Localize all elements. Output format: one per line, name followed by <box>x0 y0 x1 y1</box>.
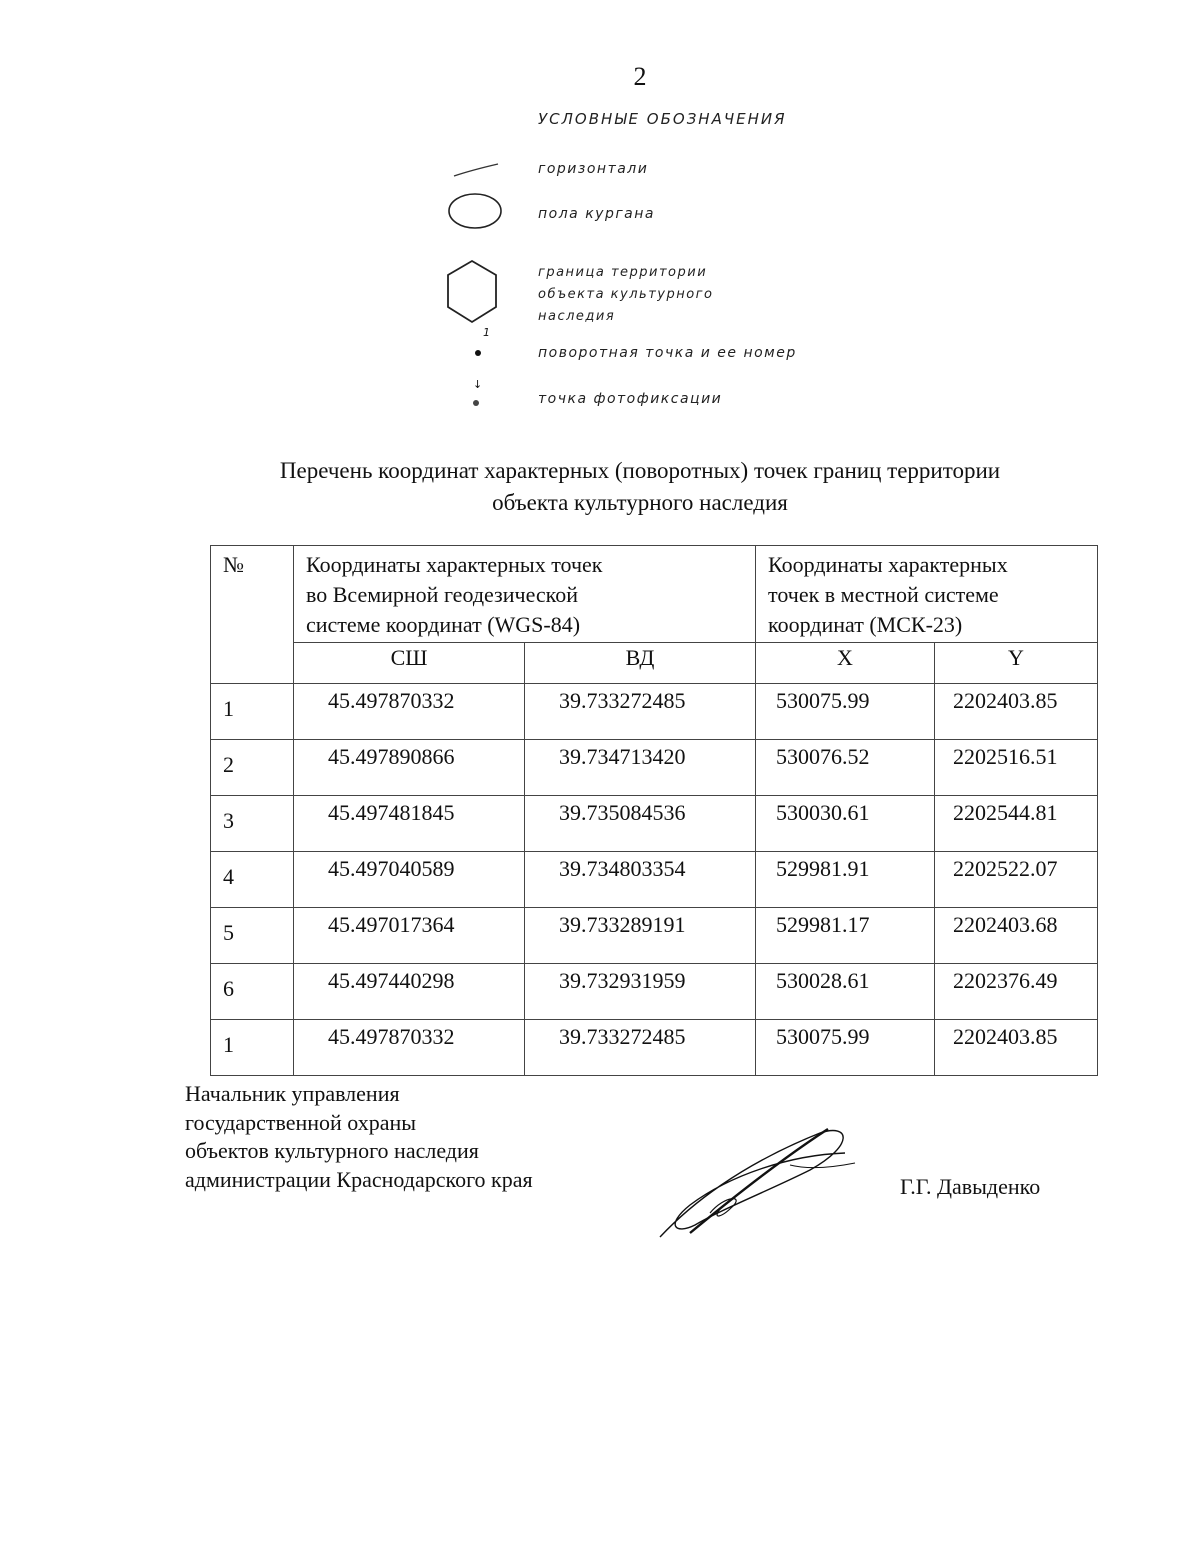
cell-y: 2202403.68 <box>935 908 1098 964</box>
cell-latitude: 45.497440298 <box>294 964 525 1020</box>
turning-point-dot <box>475 350 481 356</box>
cell-x: 530076.52 <box>756 740 935 796</box>
cell-number: 3 <box>211 796 294 852</box>
cell-x: 530030.61 <box>756 796 935 852</box>
cell-number: 1 <box>211 1020 294 1076</box>
caption-line: Перечень координат характерных (поворотных) точек границ территории <box>279 458 1001 483</box>
legend-label-boundary <box>538 262 713 328</box>
cell-longitude: 39.733289191 <box>525 908 756 964</box>
cell-x: 529981.17 <box>756 908 935 964</box>
header-x: X <box>756 643 935 684</box>
legend-label-photo-point: точка фотофиксации <box>538 391 723 407</box>
cell-longitude: 39.734713420 <box>525 740 756 796</box>
legend-title: УСЛОВНЫЕ ОБОЗНАЧЕНИЯ <box>538 110 787 128</box>
hexagon-icon <box>444 258 500 326</box>
legend-label-boundary-line: граница территории <box>538 265 708 280</box>
cell-y: 2202516.51 <box>935 740 1098 796</box>
cell-latitude: 45.497870332 <box>294 1020 525 1076</box>
table-row <box>211 684 1098 740</box>
turning-point-number: 1 <box>483 326 490 339</box>
photo-point-icon <box>470 378 490 410</box>
cell-latitude: 45.497040589 <box>294 852 525 908</box>
legend-label-turning-point: поворотная точка и ее номер <box>538 345 797 361</box>
cell-longitude: 39.733272485 <box>525 684 756 740</box>
cell-y: 2202522.07 <box>935 852 1098 908</box>
cell-x: 530028.61 <box>756 964 935 1020</box>
table-row <box>211 1020 1098 1076</box>
header-wgs84 <box>294 546 756 643</box>
table-subheader-row <box>211 643 1098 684</box>
legend-label-boundary-line: наследия <box>538 309 616 324</box>
cell-number: 2 <box>211 740 294 796</box>
table-row <box>211 908 1098 964</box>
header-y: Y <box>935 643 1098 684</box>
header-line: точек в местной системе <box>768 582 999 607</box>
photo-point-arrow: ↓ <box>473 378 483 391</box>
signer-title-line: Начальник управления <box>185 1081 400 1106</box>
cell-y: 2202376.49 <box>935 964 1098 1020</box>
cell-number: 5 <box>211 908 294 964</box>
cell-number: 1 <box>211 684 294 740</box>
ellipse-icon <box>446 190 504 232</box>
cell-latitude: 45.497017364 <box>294 908 525 964</box>
table-header-row <box>211 546 1098 643</box>
handwritten-signature <box>650 1125 870 1245</box>
cell-longitude: 39.733272485 <box>525 1020 756 1076</box>
header-line: Координаты характерных <box>768 552 1008 577</box>
cell-x: 530075.99 <box>756 1020 935 1076</box>
header-line: координат (МСК-23) <box>768 612 963 637</box>
cell-y: 2202403.85 <box>935 684 1098 740</box>
cell-number: 6 <box>211 964 294 1020</box>
header-msk23 <box>756 546 1098 643</box>
cell-longitude: 39.732931959 <box>525 964 756 1020</box>
cell-number: 4 <box>211 852 294 908</box>
table-row <box>211 740 1098 796</box>
legend-label-kurgan: пола кургана <box>538 206 655 222</box>
header-lat: СШ <box>294 643 525 684</box>
cell-y: 2202544.81 <box>935 796 1098 852</box>
photo-point-dot <box>473 400 479 406</box>
signer-title-line: объектов культурного наследия <box>185 1138 479 1163</box>
contour-line-icon <box>452 160 502 180</box>
table-row <box>211 852 1098 908</box>
turning-point-icon <box>474 326 494 360</box>
legend-label-contours: горизонтали <box>538 161 649 177</box>
coordinates-table <box>210 545 1098 1076</box>
cell-latitude: 45.497481845 <box>294 796 525 852</box>
header-number: № <box>211 546 294 684</box>
cell-y: 2202403.85 <box>935 1020 1098 1076</box>
signer-name: Г.Г. Давыденко <box>900 1174 1041 1199</box>
signer-title <box>185 1080 533 1194</box>
signer-title-line: администрации Краснодарского края <box>185 1166 533 1192</box>
caption-line: объекта культурного наследия <box>492 490 788 515</box>
header-line: во Всемирной геодезической <box>306 582 578 607</box>
cell-latitude: 45.497870332 <box>294 684 525 740</box>
cell-x: 530075.99 <box>756 684 935 740</box>
table-row <box>211 964 1098 1020</box>
cell-x: 529981.91 <box>756 852 935 908</box>
cell-latitude: 45.497890866 <box>294 740 525 796</box>
header-line: системе координат (WGS-84) <box>306 612 581 637</box>
header-lon: ВД <box>525 643 756 684</box>
page-number: 2 <box>633 62 647 91</box>
cell-longitude: 39.734803354 <box>525 852 756 908</box>
table-caption <box>150 455 1130 519</box>
cell-longitude: 39.735084536 <box>525 796 756 852</box>
header-line: Координаты характерных точек <box>306 552 603 577</box>
signer-title-line: государственной охраны <box>185 1109 417 1135</box>
legend-label-boundary-line: объекта культурного <box>538 287 714 302</box>
table-row <box>211 796 1098 852</box>
